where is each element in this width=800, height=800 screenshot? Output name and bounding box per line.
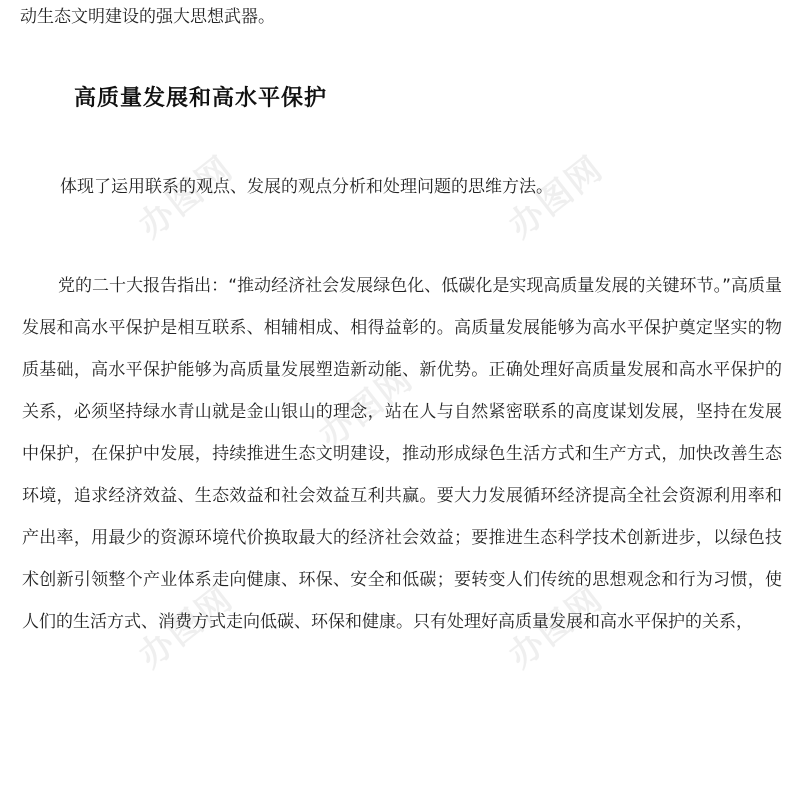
watermark: 办图网 xyxy=(501,578,612,677)
watermark: 办图网 xyxy=(501,148,612,247)
watermark: 办图网 xyxy=(131,578,242,677)
body-paragraph: 党的二十大报告指出：“推动经济社会发展绿色化、低碳化是实现高质量发展的关键环节。”高质量发展和高水平保护是相互联系、相辅相成、相得益彰的。高质量发展能够为高水平保护奠定坚实的物质基础，高水平保护能够为高质量发展塑造新动能、新优势。正确处理好高质量发展和高水平保护的关系，必须坚持绿水青山就是金山银山的理念，站在人与自然紧密联系的高度谋划发展，坚持在发展中保护，在保护中发展，持续推进生态文明建设，推动形成绿色生活方式和生产方式，加快改善生态环境，追求经济效益、生态效益和社会效益互利共赢。要大力发展循环经济提高全社会资源利用率和产出率，用最少的资源环境代价换取最大的经济社会效益；要推进生态科学技术创新进步，以绿色技术创新引领整个产业体系走向健康、环保、安全和低碳；要转变人们传统的思想观念和行为习惯，使人们的生活方式、消费方式走向低碳、环保和健康。只有处理好高质量发展和高水平保护的关系， xyxy=(22,276,782,632)
lead-sentence: 体现了运用联系的观点、发展的观点分析和处理问题的思维方法。 xyxy=(60,177,553,197)
section-heading: 高质量发展和高水平保护 xyxy=(74,86,328,111)
previous-paragraph-tail: 动生态文明建设的强大思想武器。 xyxy=(20,7,275,27)
watermark: 办图网 xyxy=(131,148,242,247)
watermark: 办图网 xyxy=(311,358,422,457)
